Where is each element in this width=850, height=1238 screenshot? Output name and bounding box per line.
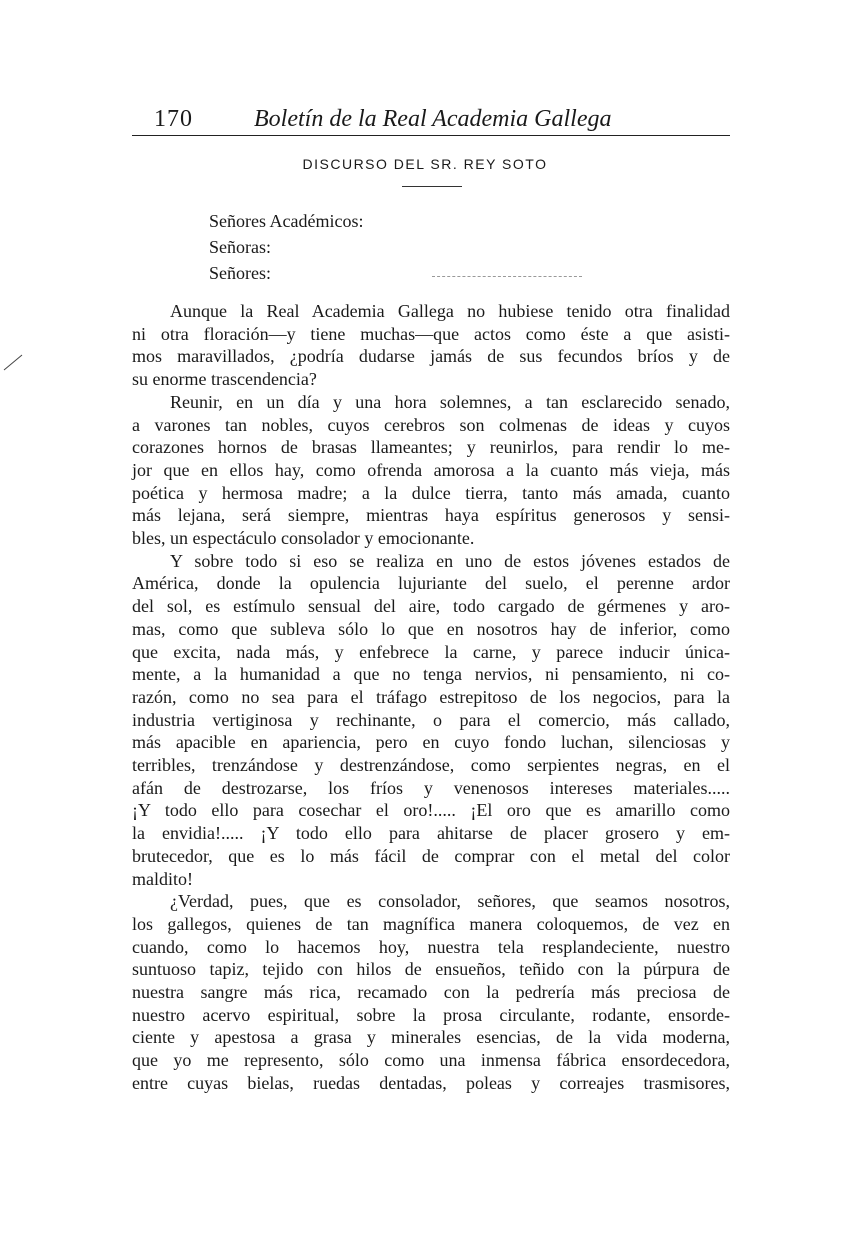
text-line: más lejana, será siempre, mientras haya espíritus generosos y sensi- (132, 505, 730, 526)
text-line: Reunir, en un día y una hora solemnes, a tan esclarecido senado, (170, 391, 730, 412)
text-line: brutecedor, que es lo más fácil de comprar con el metal del color (132, 845, 730, 866)
text-line: ciente y apestosa a grasa y minerales esencias, de la vida moderna, (132, 1027, 730, 1048)
text-line: Y sobre todo si eso se realiza en uno de estos jóvenes estados de (170, 550, 730, 571)
page-header (132, 104, 730, 134)
header-rule (132, 135, 730, 136)
text-line: mos maravillados, ¿podría dudarse jamás de sus fecundos bríos y de (132, 346, 730, 367)
page-number: 170 (154, 106, 193, 132)
text-line: su enorme trascendencia? (132, 369, 317, 390)
text-line: más apacible en apariencia, pero en cuyo fondo luchan, silenciosas y (132, 732, 730, 753)
salutation-line: Señores: (209, 263, 271, 283)
section-title: DISCURSO DEL SR. REY SOTO (302, 156, 548, 172)
text-line: que excita, nada más, y enfebrece la carne, y parece inducir única- (132, 641, 730, 662)
text-line: nuestra sangre más rica, recamado con la pedrería más preciosa de (132, 982, 730, 1002)
text-line: cuando, como lo hacemos hoy, nuestra tela resplandeciente, nuestro (132, 936, 730, 957)
text-line: bles, un espectáculo consolador y emocionante. (132, 528, 475, 548)
text-line: ¿Verdad, pues, que es consolador, señores, que seamos nosotros, (170, 891, 730, 912)
text-line: mente, a la humanidad a que no tenga nervios, ni pensamiento, ni co- (132, 664, 730, 685)
text-line: mas, como que subleva sólo lo que en nosotros hay de inferior, como (132, 618, 730, 639)
text-line: entre cuyas bielas, ruedas dentadas, poleas y correajes trasmisores, (132, 1072, 730, 1093)
dashed-divider (432, 276, 582, 277)
text-line: razón, como no sea para el tráfago estrepitoso de los negocios, para la (132, 686, 730, 707)
section-divider (402, 186, 462, 187)
salutations (209, 208, 363, 286)
text-line: poética y hermosa madre; a la dulce tierra, tanto más amada, cuanto (132, 482, 730, 503)
text-line: afán de destrozarse, los fríos y venenosos intereses materiales..... (132, 777, 730, 798)
margin-pencil-mark (2, 352, 24, 372)
text-line: que yo me represento, sólo como una inmensa fábrica ensordecedora, (132, 1050, 730, 1071)
text-line: jor que en ellos hay, como ofrenda amorosa a la cuanto más vieja, más (132, 459, 730, 480)
text-line: Aunque la Real Academia Gallega no hubiese tenido otra finalidad (170, 301, 730, 321)
running-title: Boletín de la Real Academia Gallega (254, 106, 612, 132)
text-line: ni otra floración—y tiene muchas—que actos como éste a que asisti- (132, 323, 730, 344)
salutation-line: Señoras: (209, 237, 271, 257)
text-line: corazones hornos de brasas llameantes; y reunirlos, para rendir lo me- (132, 437, 730, 458)
text-line: industria vertiginosa y rechinante, o para el comercio, más callado, (132, 709, 730, 730)
text-line: ¡Y todo ello para cosechar el oro!..... ¡El oro que es amarillo como (132, 800, 730, 821)
text-line: terribles, trenzándose y destrenzándose, como serpientes negras, en el (132, 755, 730, 775)
text-line: América, donde la opulencia lujuriante del suelo, el perenne ardor (132, 573, 730, 594)
text-line: del sol, es estímulo sensual del aire, todo cargado de gérmenes y aro- (132, 596, 730, 617)
text-line: maldito! (132, 868, 193, 889)
text-line: nuestro acervo espiritual, sobre la prosa circulante, rodante, ensorde- (132, 1004, 730, 1025)
text-line: suntuoso tapiz, tejido con hilos de ensueños, teñido con la púrpura de (132, 959, 730, 980)
text-line: los gallegos, quienes de tan magnífica manera coloquemos, de vez en (132, 913, 730, 934)
text-line: a varones tan nobles, cuyos cerebros son colmenas de ideas y cuyos (132, 414, 730, 435)
text-line: la envidia!..... ¡Y todo ello para ahitarse de placer grosero y em- (132, 823, 730, 844)
salutation-line: Señores Académicos: (209, 211, 364, 231)
